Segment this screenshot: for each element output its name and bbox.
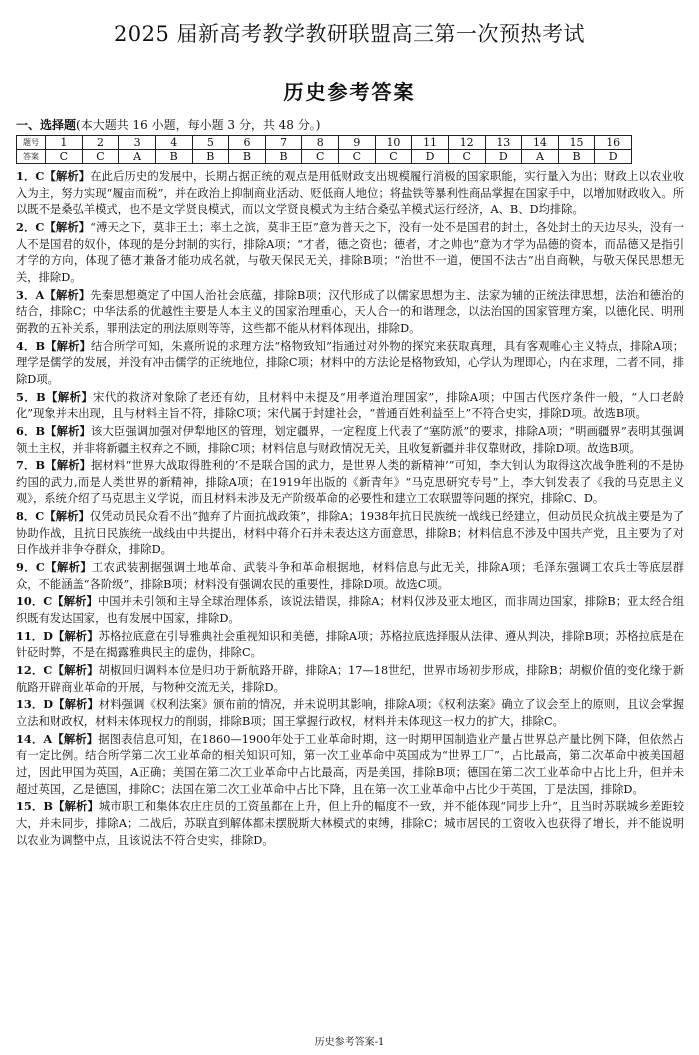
explanation-item: [16, 731, 684, 799]
explanation-item: [16, 696, 684, 730]
item-head: 3．A【解析】: [16, 287, 91, 302]
answer-cell: C: [339, 150, 376, 164]
explanation-item: [16, 219, 684, 287]
answer-cell: D: [595, 150, 632, 164]
item-head: 9．C【解析】: [16, 560, 92, 575]
item-head: 4．B【解析】: [16, 338, 92, 353]
question-number: 9: [339, 136, 376, 150]
exam-title: 2025 届新高考教学教研联盟高三第一次预热考试: [113, 22, 586, 46]
item-head: 13．D【解析】: [16, 697, 99, 712]
question-number: 14: [522, 136, 559, 150]
item-body: 宋代的救济对象除了老还有幼，且材料中未提及“用孝道治理国家”，排除A项；中国古代医疗条件一般，“人口老龄化”现象并未出现，且与材料主旨不符，排除C项；宋代属于封建社会，“普通百姓利益至上”不符合史实，排除D项。故选B项。: [16, 390, 684, 421]
item-head: 15．B【解析】: [16, 799, 99, 814]
question-number: 10: [375, 136, 412, 150]
item-body: 该大臣强调加强对伊犁地区的管理，划定疆界，一定程度上代表了“塞防派”的要求，排除A项；“明画疆界”表明其强调领土主权，并非将新疆主权弃之不顾，排除C项；材料信息与财政情况无关，且收复新疆并非仅靠财政，排除D项。故选B项。: [16, 424, 684, 455]
answer-row-header: 答案: [17, 150, 46, 164]
question-number: 8: [302, 136, 339, 150]
item-body: 结合所学可知，朱熹所说的求理方法“格物致知”指通过对外物的探究来获取真理，具有客观唯心主义特点，排除A项；理学是儒学的发展，并没有冲击儒学的正统地位，排除C项；材料中的方法论是格物致知，心学认为理即心，内在求理，二者不同，排除D项。: [16, 339, 684, 386]
question-number: 16: [595, 136, 632, 150]
answer-cell: A: [522, 150, 559, 164]
item-body: “溥天之下，莫非王土；率土之滨，莫非王臣”意为普天之下，没有一处不是国君的封土，各处封土的天边尽头，没有一人不是国君的奴仆，体现的是分封制的实行，排除A项；“才者，德之资也；德者，才之帅也”意为才学为品德的资本，而品德又是指引才学的方向，体现了德才兼备才能功成名就，与敬天保民无关，排除B项；“治世不一道，便国不法古”出自商鞅，与敬天保民思想无关，排除D。: [16, 220, 684, 284]
question-number: 3: [119, 136, 156, 150]
answer-cell: C: [302, 150, 339, 164]
question-number: 11: [412, 136, 449, 150]
item-body: 材料强调《权利法案》颁布前的情况，并未说明其影响，排除A项；《权利法案》确立了议会至上的原则，且议会掌握立法和财政权，材料未体现权力的削弱，排除B项；国王掌握行政权，材料并未体现这一权力的扩大，排除C。: [16, 698, 684, 728]
number-row: [17, 136, 632, 150]
item-head: 11．D【解析】: [16, 628, 99, 643]
item-body: 胡椒回归调料本位是归功于新航路开辟，排除A；17—18世纪，世界市场初步形成，排除B；胡椒价值的变化缘于新航路开辟商业革命的开展，与物种交流无关，排除D。: [16, 664, 685, 694]
explanation-item: [16, 662, 684, 696]
explanation-list: [16, 168, 684, 849]
section-heading: [16, 116, 320, 133]
item-body: 在此后历史的发展中，长期占据正统的观点是用低财政支出规模履行消极的国家职能，实行量入为出；财政上以农业收入为主，努力实现“履亩而税”，并在政治上抑制商业活动、贬低商人地位；将盐铁等暴利性商品掌握在国家手中，以增加财政收入。所以既不是桑弘羊模式，也不是文学贤良模式，而以文学贤良模式为主结合桑弘羊模式运行经济，A、B、D均排除。: [16, 170, 684, 217]
answer-cell: B: [558, 150, 595, 164]
explanation-item: [16, 593, 684, 627]
answer-cell: C: [375, 150, 412, 164]
item-head: 6．B【解析】: [16, 423, 91, 438]
item-body: 中国并未引领和主导全球治理体系，该说法错误，排除A；材料仅涉及亚太地区，而非周边国家，排除B；亚太经合组织既有发达国家，也有发展中国家，排除D。: [16, 595, 684, 626]
explanation-item: [16, 338, 684, 389]
explanation-item: [16, 423, 684, 457]
answer-cell: D: [412, 150, 449, 164]
question-number: 7: [265, 136, 302, 150]
answer-cell: A: [119, 150, 156, 164]
question-number: 2: [82, 136, 119, 150]
item-head: 1．C【解析】: [16, 169, 91, 183]
explanation-item: [16, 628, 684, 662]
item-body: 工农武装割据强调土地革命、武装斗争和革命根据地，材料信息与此无关，排除A项；毛泽东强调工农兵士等底层群众，不能涵盖“各阶级”，排除B项；材料没有强调农民的重要性，排除D项。故选C项。: [16, 561, 684, 591]
item-body: 据图表信息可知，在1860—1900年处于工业革命时期，这一时期甲国制造业产量占世界总产量比例下降，但依然占有一定比例。结合所学第二次工业革命的相关知识可知，第一次工业革命中英国成为“世界工厂”，占比最高，第二次革命中被美国超过，因此甲国为英国，A正确；美国在第二次工业革命中占比最高，丙是美国，排除B项；德国在第二次工业革命中占比上升，但并未超过英国，乙是德国，排除C；法国在第二次工业革命中占比下降，且在第一次工业革命中占比少于英国，丁是法国，排除D。: [16, 732, 684, 796]
item-head: 5．B【解析】: [16, 389, 94, 404]
answer-cell: B: [229, 150, 266, 164]
question-number: 12: [448, 136, 485, 150]
explanation-item: [16, 389, 684, 423]
answer-cell: D: [485, 150, 522, 164]
item-head: 7．B【解析】: [16, 458, 92, 473]
answer-cell: C: [448, 150, 485, 164]
item-body: 先秦思想奠定了中国人治社会底蕴，排除B项；汉代形成了以儒家思想为主、法家为辅的正统法律思想，法治和德治的结合，排除C；中华法系的优越性主要是人本主义的国家治理重心，天人合一的和谐理念，以法治国的国家管理方案，以德化民、明刑弼教的五补关系，罪刑法定的刑法原则等等，这些都不能从材料体现出，排除D。: [16, 288, 684, 335]
answer-cell: B: [192, 150, 229, 164]
item-body: 城市职工和集体农庄庄员的工资虽都在上升，但上升的幅度不一致，并不能体现“同步上升”，且当时苏联城乡差距较大，并未同步，排除A；二战后，苏联直到解体都未摆脱斯大林模式的束缚，排除C；城市居民的工资收入也获得了增长，并不能说明以农业为调整中点，且该说法不符合史实，排除D。: [16, 800, 684, 847]
question-number: 6: [229, 136, 266, 150]
explanation-item: [16, 457, 684, 508]
section-note: (本大题共 16 小题，每小题 3 分，共 48 分。): [76, 118, 321, 132]
item-body: 仅凭动员民众看不出“抛弃了片面抗战政策”，排除A；1938年抗日民族统一战线已经建立，但动员民众抗战主要是为了协助作战，且抗日民族统一战线由中共提出，材料中蒋介石并未表达这方面意思，排除B；材料信息不涉及中国共产党，且主要为了对日作战并非争夺群众，排除D。: [16, 510, 685, 557]
page-title: 历史参考答案: [283, 80, 416, 104]
explanation-item: [16, 559, 684, 593]
explanation-item: [16, 798, 684, 849]
answer-table: [16, 135, 632, 164]
answer-cell: B: [265, 150, 302, 164]
number-row-header: 题号: [17, 136, 46, 150]
question-number: 1: [46, 136, 83, 150]
question-number: 13: [485, 136, 522, 150]
question-number: 15: [558, 136, 595, 150]
item-head: 2．C【解析】: [16, 219, 91, 234]
section-label: 一、选择题: [16, 118, 77, 132]
item-head: 14．A【解析】: [16, 731, 99, 746]
item-body: 苏格拉底意在引导雅典社会重视知识和美德，排除A项；苏格拉底选择服从法律、遵从判决，排除B项；苏格拉底是在针砭时弊，不是在揭露雅典民主的虚伪，排除C。: [16, 629, 684, 660]
question-number: 5: [192, 136, 229, 150]
item-head: 10．C【解析】: [16, 594, 98, 609]
answer-cell: C: [82, 150, 119, 164]
answer-cell: B: [155, 150, 192, 164]
explanation-item: [16, 508, 684, 559]
explanation-item: [16, 287, 684, 338]
question-number: 4: [155, 136, 192, 150]
item-head: 8．C【解析】: [16, 509, 90, 524]
item-body: 据材料“世界大战取得胜利的‘不是联合国的武力，是世界人类的新精神’”可知，李大钊认为取得这次战争胜利的不是协约国的武力,而是人类世界的新精神，排除A项；在1919年出版的《新青年》“马克思研究专号”上，李大钊发表了《我的马克思主义观》，系统介绍了马克思主义学说，而且材料未涉及无产阶级革命的必要性和建立工农联盟等问题的探究，排除C、D。: [16, 459, 684, 506]
answer-row: [17, 150, 632, 164]
answer-cell: C: [46, 150, 83, 164]
item-head: 12．C【解析】: [16, 663, 99, 678]
explanation-item: [16, 168, 684, 219]
page-footer: 历史参考答案-1: [314, 1037, 385, 1048]
